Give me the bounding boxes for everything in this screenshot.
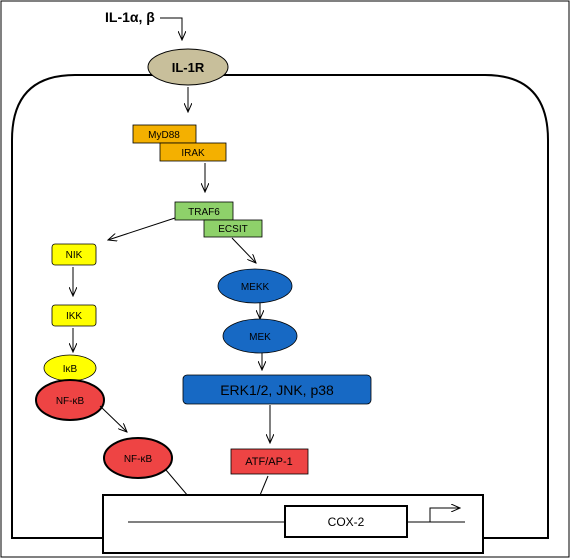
ligand-arrow — [160, 18, 182, 40]
ligand-label: IL-1α, β — [105, 9, 155, 25]
atf-ap1-label: ATF/AP-1 — [245, 456, 293, 468]
irak-label: IRAK — [181, 148, 205, 159]
nfkb-bound-label: NF-κB — [55, 396, 85, 407]
myd88-label: MyD88 — [148, 130, 180, 141]
nfkb-free-label: NF-κB — [123, 454, 153, 465]
il1r-label: IL-1R — [171, 60, 205, 75]
erk-jnk-p38-label: ERK1/2, JNK, p38 — [220, 382, 334, 398]
cox2-label: COX-2 — [327, 515, 365, 529]
ikb-label: IκB — [62, 364, 78, 375]
nik-label: NIK — [65, 250, 83, 261]
mekk-label: MEKK — [240, 282, 270, 293]
traf6-label: TRAF6 — [188, 207, 220, 218]
ikk-label: IKK — [65, 311, 83, 322]
mek-label: MEK — [249, 332, 271, 343]
ecsit-label: ECSIT — [218, 224, 248, 235]
